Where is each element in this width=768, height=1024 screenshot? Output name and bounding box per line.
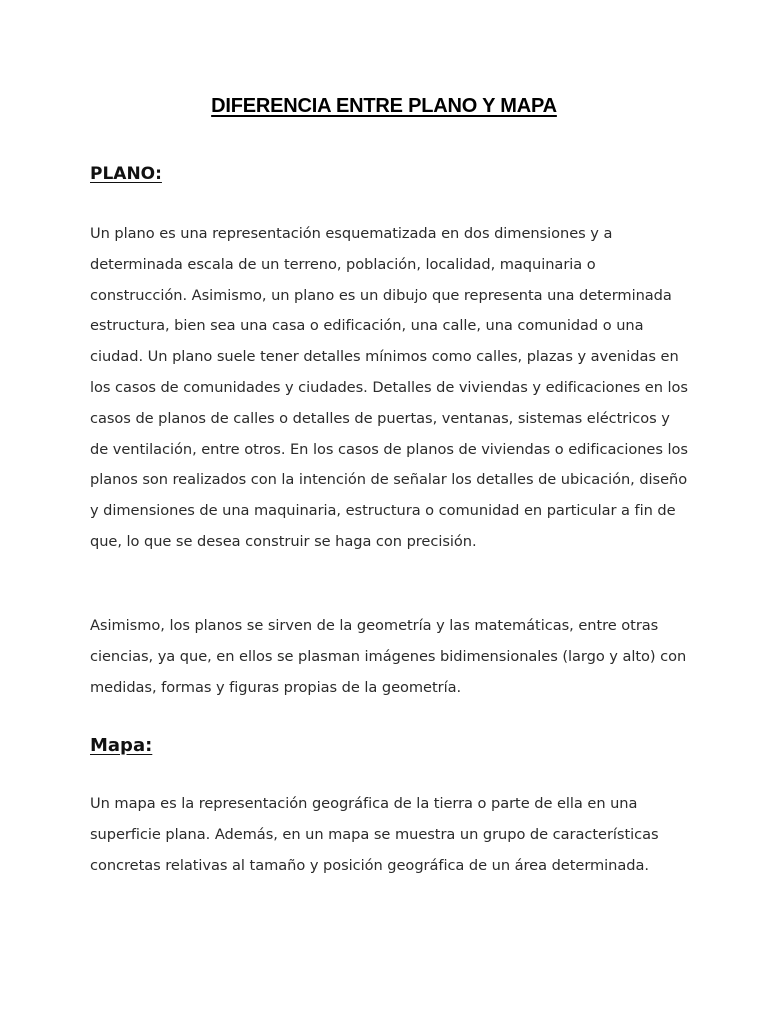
document-title: [0, 95, 768, 118]
plano-paragraph-geometry: Asimismo, los planos se sirven de la geometría y las matemáticas, entre otras ciencias, ya que, en ellos se plasman imágenes bidimensionales (largo y alto) con medidas, formas y figuras propias de la geometría.: [90, 617, 687, 696]
section-heading-plano: PLANO:: [90, 164, 162, 184]
section-heading-mapa: Mapa:: [90, 735, 153, 756]
mapa-paragraph-definition: Un mapa es la representación geográfica de la tierra o parte de ella en una superficie plana. Además, en un mapa se muestra un grupo de características concretas relativas al tamaño y posición geográfica de un área determinada.: [90, 795, 659, 874]
document-title-text: DIFERENCIA ENTRE PLANO Y MAPA: [211, 95, 557, 117]
plano-paragraph-definition: Un plano es una representación esquematizada en dos dimensiones y a determinada escala de un terreno, población, localidad, maquinaria o construcción. Asimismo, un plano es un dibujo que representa una determinada estructura, bien sea una casa o edificación, una calle, una comunidad o una ciudad. Un plano suele tener detalles mínimos como calles, plazas y avenidas en los casos de comunidades y ciudades. Detalles de viviendas y edificaciones en los casos de planos de calles o detalles de puertas, ventanas, sistemas eléctricos y de ventilación, entre otros. En los casos de planos de viviendas o edificaciones los planos son realizados con la intención de señalar los detalles de ubicación, diseño y dimensiones de una maquinaria, estructura o comunidad en particular a fin de que, lo que se desea construir se haga con precisión.: [90, 225, 688, 550]
